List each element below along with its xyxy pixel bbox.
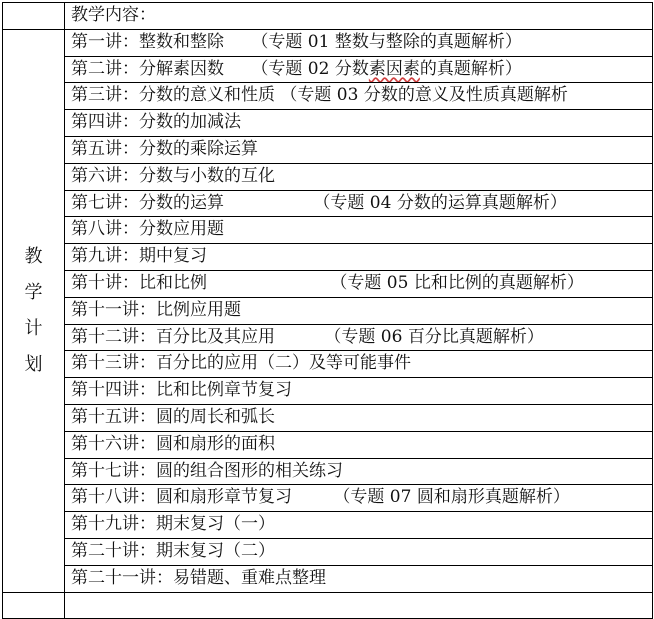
lesson-cell (65, 136, 653, 163)
lesson-cell (65, 110, 653, 137)
lesson-row (3, 244, 653, 271)
lesson-row (3, 404, 653, 431)
lesson-note: （专题 07 圆和扇形真题解析） (333, 487, 570, 508)
lesson-title: 第五讲：分数的乘除运算 (71, 138, 258, 159)
lesson-title: 第十三讲：百分比的应用（二）及等可能事件 (71, 353, 411, 374)
lesson-cell (65, 512, 653, 539)
lesson-cell (65, 351, 653, 378)
lesson-title: 第二十一讲：易错题、重难点整理 (71, 567, 326, 588)
header-left-cell (3, 3, 65, 30)
lesson-note: （专题 06 百分比真题解析） (324, 326, 544, 347)
section-label-cell (3, 29, 65, 592)
lesson-title: 第九讲：期中复习 (71, 246, 207, 267)
lesson-row (3, 485, 653, 512)
lesson-title: 第十七讲：圆的组合图形的相关练习 (71, 460, 343, 481)
lesson-note-part: （专题 02 分数 (251, 58, 369, 79)
lesson-cell (65, 56, 653, 83)
lesson-cell (65, 83, 653, 110)
lesson-note (251, 57, 521, 83)
lesson-note: （专题 04 分数的运算真题解析） (313, 192, 567, 213)
section-label-char: 划 (24, 353, 43, 375)
lesson-title: 第十二讲：百分比及其应用 (71, 326, 275, 347)
lesson-cell (65, 378, 653, 405)
lesson-row (3, 136, 653, 163)
lesson-cell (65, 270, 653, 297)
lesson-title: 第十六讲：圆和扇形的面积 (71, 433, 275, 454)
lesson-row (3, 83, 653, 110)
lesson-note: （专题 01 整数与整除的真题解析） (251, 31, 522, 52)
section-label (25, 239, 43, 383)
lesson-row (3, 29, 653, 56)
lesson-title: 第十一讲：比例应用题 (71, 299, 241, 320)
content-label: 教学内容： (65, 3, 653, 30)
lesson-title: 第七讲：分数的运算 (71, 192, 224, 213)
lesson-row (3, 351, 653, 378)
lesson-title: 第三讲：分数的意义和性质 (71, 85, 275, 106)
lesson-cell (65, 538, 653, 565)
lesson-plan-table (2, 2, 653, 619)
lesson-cell (65, 217, 653, 244)
lesson-row (3, 512, 653, 539)
lesson-row (3, 431, 653, 458)
section-label-char: 计 (24, 317, 43, 339)
lesson-row (3, 217, 653, 244)
lesson-note: （专题 03 分数的意义及性质真题解析 (280, 85, 568, 106)
lesson-plan-sheet (2, 2, 652, 600)
lesson-title: 第十九讲：期末复习（一） (71, 514, 275, 535)
lesson-title: 第一讲：整数和整除 (71, 31, 224, 52)
lesson-note-part: 的真题解析） (419, 58, 522, 79)
lesson-title: 第二讲：分解素因数 (71, 58, 224, 79)
lesson-row (3, 458, 653, 485)
lesson-row (3, 56, 653, 83)
lesson-note: （专题 05 比和比例的真题解析） (330, 272, 584, 293)
lesson-row (3, 324, 653, 351)
lesson-row (3, 270, 653, 297)
lesson-cell (65, 190, 653, 217)
header-row (3, 3, 653, 30)
lesson-title: 第十讲：比和比例 (71, 272, 207, 293)
lesson-row (3, 378, 653, 405)
lesson-cell (65, 29, 653, 56)
lesson-row (3, 110, 653, 137)
section-label-char: 学 (24, 281, 43, 303)
lesson-row (3, 163, 653, 190)
lesson-cell (65, 565, 653, 592)
lesson-title: 第二十讲：期末复习（二） (71, 540, 275, 561)
lesson-row (3, 190, 653, 217)
lesson-cell (65, 244, 653, 271)
spellcheck-underlined-text: 素因素 (368, 58, 420, 79)
lesson-cell (65, 431, 653, 458)
lesson-cell (65, 324, 653, 351)
lesson-cell (65, 404, 653, 431)
lesson-row (3, 297, 653, 324)
lesson-title: 第八讲：分数应用题 (71, 219, 224, 240)
lesson-title: 第六讲：分数与小数的互化 (71, 165, 275, 186)
lesson-row (3, 538, 653, 565)
lesson-cell (65, 485, 653, 512)
table-bottom-row (3, 592, 653, 619)
section-label-char: 教 (24, 245, 43, 267)
bottom-right-cell (65, 592, 653, 619)
lesson-title: 第四讲：分数的加减法 (71, 112, 241, 133)
lesson-cell (65, 163, 653, 190)
bottom-left-cell (3, 592, 65, 619)
lesson-cell (65, 458, 653, 485)
lesson-title: 第十五讲：圆的周长和弧长 (71, 406, 275, 427)
lesson-cell (65, 297, 653, 324)
lesson-title: 第十八讲：圆和扇形章节复习 (71, 487, 292, 508)
lesson-title: 第十四讲：比和比例章节复习 (71, 380, 292, 401)
lesson-row (3, 565, 653, 592)
